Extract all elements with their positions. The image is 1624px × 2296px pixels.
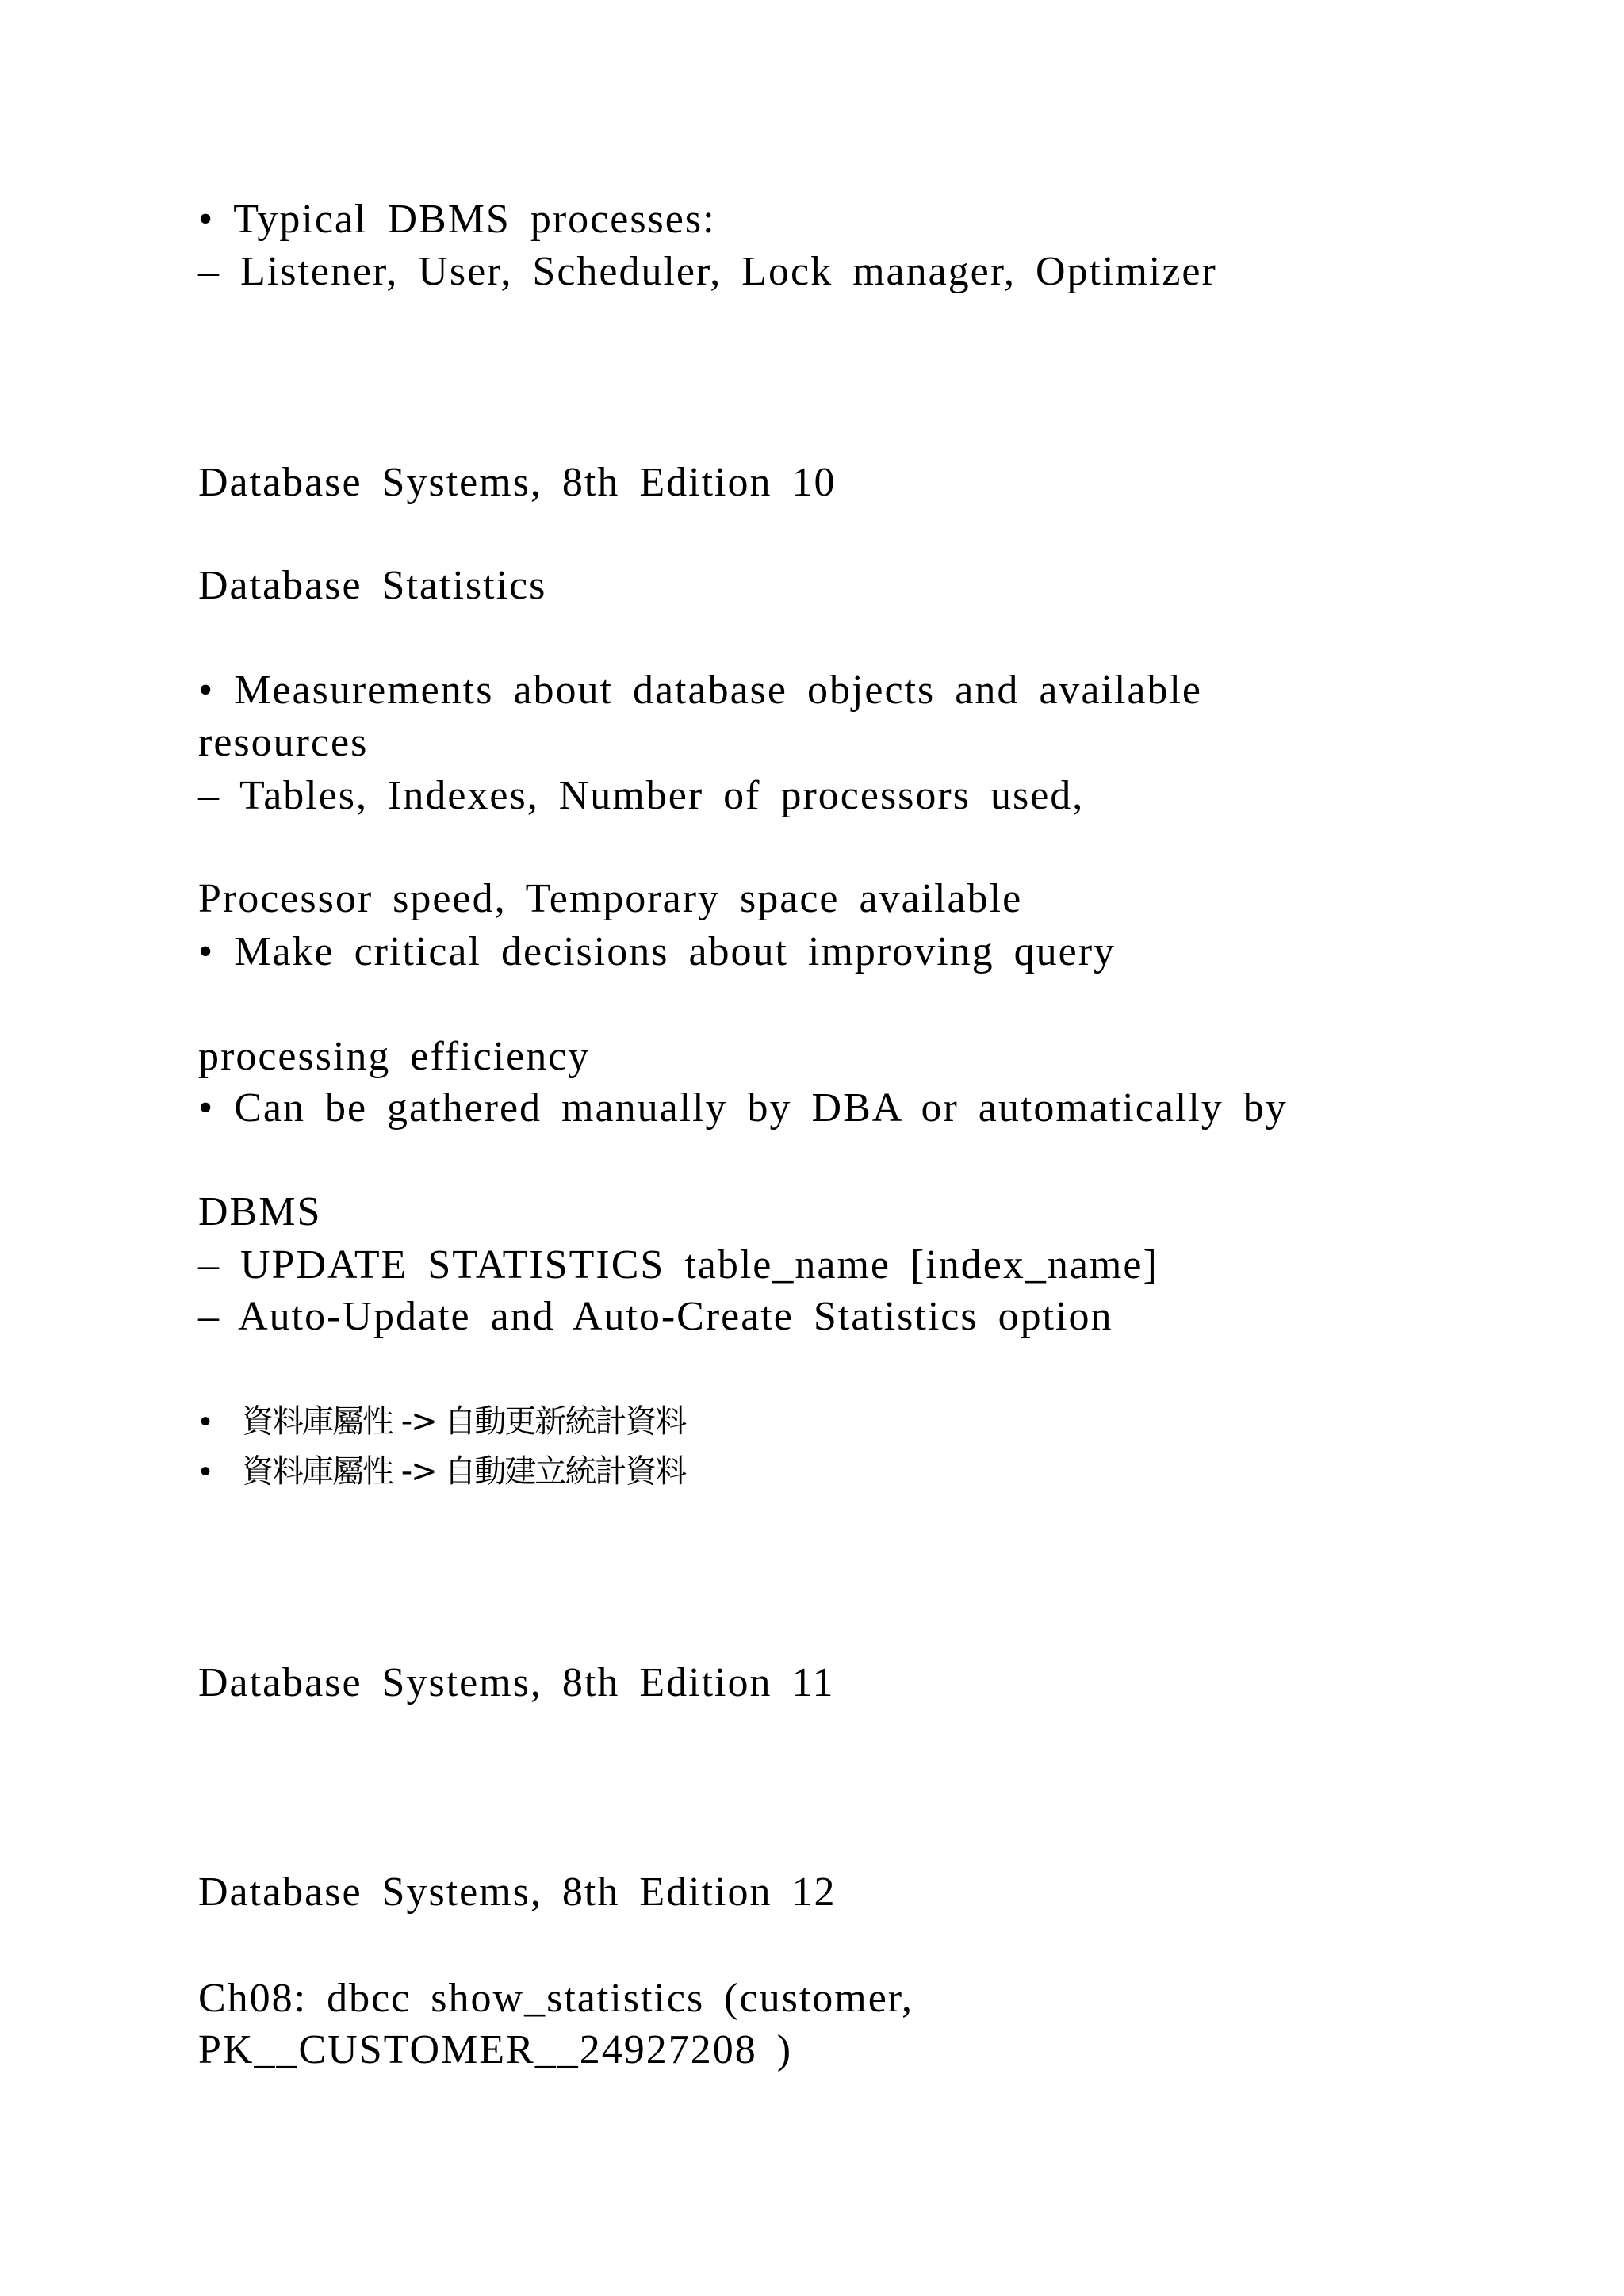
section-heading: Database Statistics	[198, 563, 547, 608]
decisions-bullet-line2: processing efficiency	[198, 1034, 591, 1079]
ui-note-bullet: •	[200, 1454, 212, 1489]
slide-footer-11: Database Systems, 8th Edition 11	[198, 1660, 835, 1705]
measurements-sub-line2: Processor speed, Temporary space available	[198, 876, 1023, 921]
gathering-bullet-line2: DBMS	[198, 1189, 322, 1234]
command-line2: PK__CUSTOMER__24927208 )	[198, 2027, 793, 2072]
decisions-bullet-line1: • Make critical decisions about improving query	[198, 929, 1116, 974]
ui-note-bullet: •	[200, 1404, 212, 1439]
gathering-sub-item-2: – Auto-Update and Auto-Create Statistics option	[198, 1294, 1113, 1339]
command-line1: Ch08: dbcc show_statistics (customer,	[198, 1976, 914, 2021]
processes-bullet: • Typical DBMS processes:	[198, 197, 716, 242]
ui-note-auto-update: 資料庫屬性 -> 自動更新統計資料	[242, 1403, 686, 1440]
gathering-sub-item-1: – UPDATE STATISTICS table_name [index_name]	[198, 1242, 1159, 1288]
measurements-sub-line1: – Tables, Indexes, Number of processors used,	[198, 773, 1085, 818]
measurements-bullet-line2: resources	[198, 720, 369, 765]
gathering-bullet-line1: • Can be gathered manually by DBA or automatically by	[198, 1085, 1288, 1131]
measurements-bullet-line1: • Measurements about database objects and available	[198, 668, 1203, 713]
processes-items: – Listener, User, Scheduler, Lock manager, Optimizer	[198, 249, 1217, 294]
slide-footer-12: Database Systems, 8th Edition 12	[198, 1869, 837, 1915]
slide-footer-10: Database Systems, 8th Edition 10	[198, 460, 837, 505]
ui-note-auto-create: 資料庫屬性 -> 自動建立統計資料	[242, 1453, 686, 1490]
